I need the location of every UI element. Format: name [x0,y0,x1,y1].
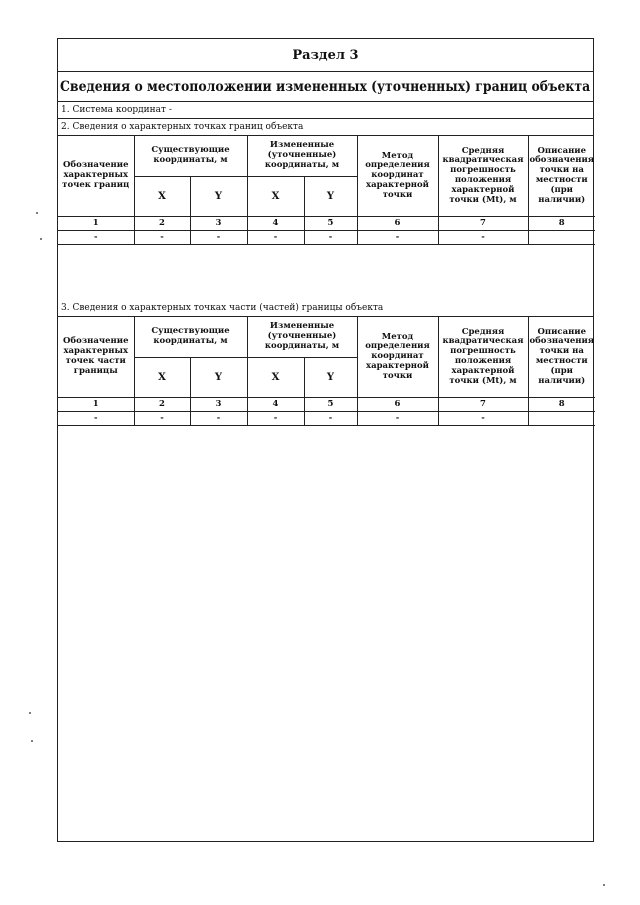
column-number: 6 [357,217,438,231]
scan-speck [40,238,42,240]
scan-speck [31,740,33,742]
table-cell: - [247,412,304,426]
header-changed-y: Y [304,358,357,398]
table-cell [528,231,595,245]
table-cell: - [190,412,247,426]
document-title-text: Сведения о местоположении измененных (уточненных) границ объекта [60,78,591,95]
table-cell: - [134,412,190,426]
column-number-row [58,398,595,412]
header-error: Средняя квадратическая погрешность положения характерной точки (Mt), м [438,136,528,217]
table-cell: - [304,231,357,245]
part-boundary-points-heading: 3. Сведения о характерных точках части (частей) границы объекта [58,300,593,317]
part-boundary-points-table [58,317,595,426]
header-existing-coordinates: Существующие координаты, м [134,317,247,358]
table-header-row [58,136,595,177]
document-title [58,72,593,102]
column-number: 7 [438,217,528,231]
table-cell: - [134,231,190,245]
table-cell: - [190,231,247,245]
column-number: 7 [438,398,528,412]
header-existing-y: Y [190,358,247,398]
column-number: 8 [528,217,595,231]
document-frame [57,38,594,842]
coordinate-system-line: 1. Система координат - [58,102,593,119]
scan-speck [36,212,38,214]
header-changed-coordinates: Измененные (уточненные) координаты, м [247,136,357,177]
table-cell: - [357,412,438,426]
header-changed-coordinates: Измененные (уточненные) координаты, м [247,317,357,358]
header-point-designation: Обозначение характерных точек границ [58,136,134,217]
boundary-points-heading: 2. Сведения о характерных точках границ объекта [58,119,593,136]
header-description: Описание обозначения точки на местности (при наличии) [528,136,595,217]
header-method: Метод определения координат характерной точки [357,317,438,398]
column-number: 4 [247,398,304,412]
header-description: Описание обозначения точки на местности (при наличии) [528,317,595,398]
header-existing-coordinates: Существующие координаты, м [134,136,247,177]
column-number-row [58,217,595,231]
table-cell: - [304,412,357,426]
header-changed-y: Y [304,177,357,217]
header-changed-x: X [247,358,304,398]
table-cell [528,412,595,426]
table-cell: - [247,231,304,245]
header-point-designation: Обозначение характерных точек части границы [58,317,134,398]
column-number: 2 [134,217,190,231]
table-cell: - [58,412,134,426]
table-cell: - [58,231,134,245]
column-number: 1 [58,217,134,231]
column-number: 5 [304,398,357,412]
table-cell: - [438,412,528,426]
section-title: Раздел 3 [58,39,593,72]
header-existing-x: X [134,177,190,217]
column-number: 4 [247,217,304,231]
boundary-points-table [58,136,595,245]
column-number: 3 [190,398,247,412]
header-changed-x: X [247,177,304,217]
column-number: 3 [190,217,247,231]
table-cell: - [357,231,438,245]
column-number: 1 [58,398,134,412]
column-number: 2 [134,398,190,412]
column-number: 6 [357,398,438,412]
header-method: Метод определения координат характерной точки [357,136,438,217]
column-number: 8 [528,398,595,412]
header-error: Средняя квадратическая погрешность положения характерной точки (Mt), м [438,317,528,398]
header-existing-x: X [134,358,190,398]
table-header-row [58,317,595,358]
scan-speck [29,712,31,714]
table-row [58,231,595,245]
header-existing-y: Y [190,177,247,217]
column-number: 5 [304,217,357,231]
scan-speck [603,884,605,886]
table-cell: - [438,231,528,245]
table-row [58,412,595,426]
